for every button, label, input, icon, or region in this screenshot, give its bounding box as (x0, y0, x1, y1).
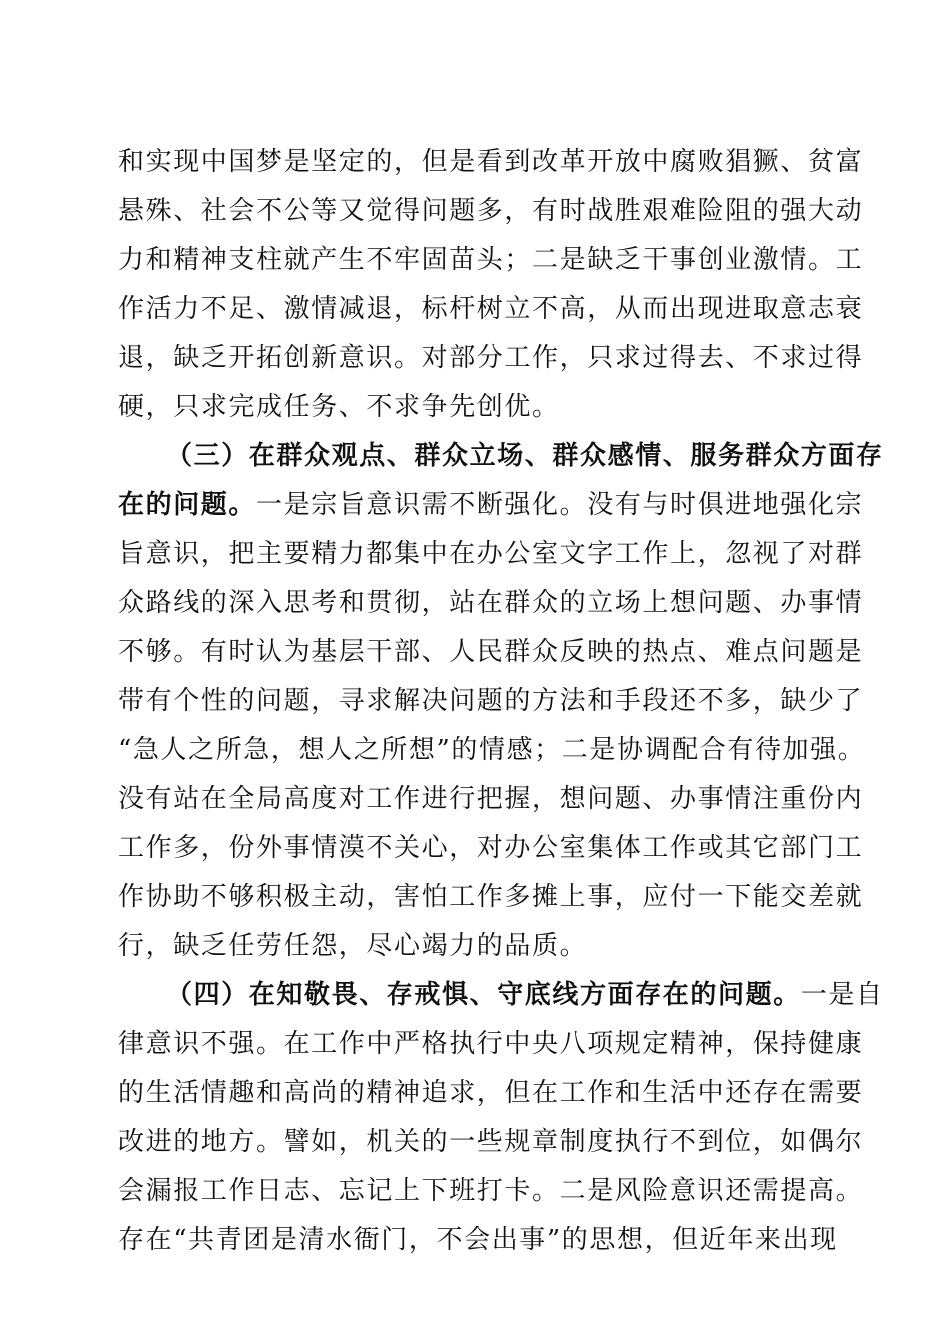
text-line: 的生活情趣和高尚的精神追求，但在工作和生活中还存在需要 (118, 1078, 864, 1108)
text-line: 作协助不够积极主动，害怕工作多摊上事，应付一下能交差就 (118, 882, 864, 912)
text-line: 工作多，份外事情漠不关心，对办公室集体工作或其它部门工 (118, 833, 864, 863)
text-line: 力和精神支柱就产生不牢固苗头；二是缺乏干事创业激情。工 (118, 245, 864, 275)
text-line: 带有个性的问题，寻求解决问题的方法和手段还不多，缺少了 (118, 686, 864, 716)
section-heading-3-end: 在的问题。 (118, 490, 257, 520)
section-heading-4: （四）在知敬畏、存戒惧、守底线方面存在的问题。 (166, 980, 801, 1010)
text-line: 退，缺乏开拓创新意识。对部分工作，只求过得去、不求过得 (118, 343, 864, 373)
text-run: 一是自 (800, 980, 884, 1010)
text-run: 一是宗旨意识需不断强化。没有与时俱进地强化宗 (256, 490, 864, 520)
text-line: 行，缺乏任劳任怨，尽心竭力的品质。 (118, 931, 588, 961)
text-line: 存在“共青团是清水衙门，不会出事”的思想，但近年来出现 (118, 1225, 838, 1255)
text-line: “急人之所急，想人之所想”的情感；二是协调配合有待加强。 (118, 735, 866, 765)
text-line: 律意识不强。在工作中严格执行中央八项规定精神，保持健康 (118, 1029, 864, 1059)
text-line (118, 481, 950, 529)
text-line: 悬殊、社会不公等又觉得问题多，有时战胜艰难险阻的强大动 (118, 196, 864, 226)
text-line: 不够。有时认为基层干部、人民群众反映的热点、难点问题是 (118, 637, 864, 667)
text-line: 和实现中国梦是坚定的，但是看到改革开放中腐败猖獗、贫富 (118, 147, 864, 177)
text-line (166, 971, 950, 1019)
text-line: 会漏报工作日志、忘记上下班打卡。二是风险意识还需提高。 (118, 1176, 864, 1206)
section-heading-3: （三）在群众观点、群众立场、群众感情、服务群众方面存 (166, 441, 884, 471)
text-line: 旨意识，把主要精力都集中在办公室文字工作上，忽视了对群 (118, 539, 864, 569)
text-line: 众路线的深入思考和贯彻，站在群众的立场上想问题、办事情 (118, 588, 864, 618)
text-line: 没有站在全局高度对工作进行把握，想问题、办事情注重份内 (118, 784, 864, 814)
text-line: 硬，只求完成任务、不求争先创优。 (118, 392, 560, 422)
text-line: 改进的地方。譬如，机关的一些规章制度执行不到位，如偶尔 (118, 1127, 864, 1157)
text-line: 作活力不足、激情减退，标杆树立不高，从而出现进取意志衰 (118, 294, 864, 324)
